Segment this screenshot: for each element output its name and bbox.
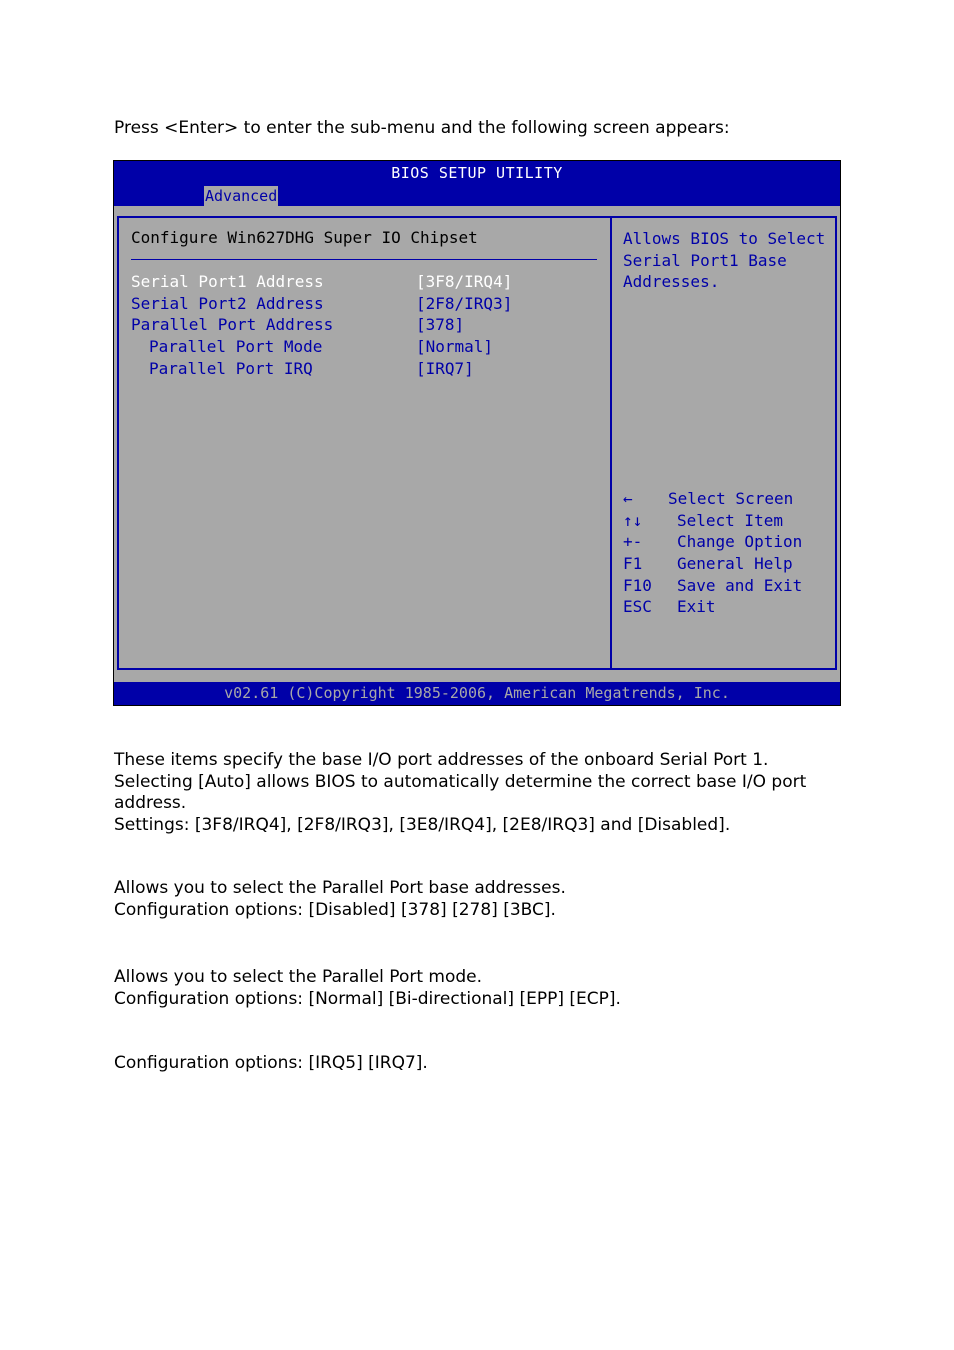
paragraph-line: These items specify the base I/O port addresses of the onboard Serial Port 1. xyxy=(114,750,769,770)
setting-value: [Normal] xyxy=(416,337,494,357)
key-desc: Select Screen xyxy=(668,489,794,508)
key-label: F10 xyxy=(623,575,652,595)
setting-value: [2F8/IRQ3] xyxy=(416,293,513,313)
setting-label: Serial Port1 Address xyxy=(131,272,324,291)
parallel-irq-description xyxy=(114,1053,428,1075)
bios-screenshot xyxy=(113,160,841,706)
key-label: ESC xyxy=(623,597,652,617)
key-label: F1 xyxy=(623,554,643,574)
bios-rule xyxy=(131,259,597,260)
bios-footer: v02.61 (C)Copyright 1985-2006, American Megatrends, Inc. xyxy=(114,682,840,705)
help-line: Addresses. xyxy=(623,272,720,292)
paragraph-line: Configuration options: [Normal] [Bi-directional] [EPP] [ECP]. xyxy=(114,988,621,1009)
setting-value: [3F8/IRQ4] xyxy=(416,272,513,291)
paragraph-line: Configuration options: [IRQ5] [IRQ7]. xyxy=(114,1053,428,1073)
parallel-mode-description xyxy=(114,967,621,1010)
bios-title: BIOS SETUP UTILITY xyxy=(114,161,840,185)
parallel-address-description xyxy=(114,878,566,921)
setting-label: Parallel Port IRQ xyxy=(149,358,313,378)
key-label: +- xyxy=(623,532,643,552)
setting-label: Parallel Port Address xyxy=(131,315,334,335)
key-desc: Exit xyxy=(677,597,716,617)
intro-text: Press <Enter> to enter the sub-menu and the following screen appears: xyxy=(114,118,730,138)
help-line: Serial Port1 Base xyxy=(623,250,787,270)
key-desc: Select Item xyxy=(677,510,783,530)
paragraph-line: address. xyxy=(114,793,187,813)
paragraph-line: Allows you to select the Parallel Port mode. xyxy=(114,967,483,987)
paragraph-line: Settings: [3F8/IRQ4], [2F8/IRQ3], [3E8/IRQ4], [2E8/IRQ3] and [Disabled]. xyxy=(114,814,731,835)
key-desc: General Help xyxy=(677,554,793,574)
serial-port-description xyxy=(114,750,806,836)
bios-heading: Configure Win627DHG Super IO Chipset xyxy=(131,228,478,247)
bios-menubar xyxy=(114,185,840,206)
setting-label: Serial Port2 Address xyxy=(131,293,324,313)
help-line: Allows BIOS to Select xyxy=(623,229,826,248)
bios-divider xyxy=(610,218,612,668)
paragraph-line: Configuration options: [Disabled] [378] [278] [3BC]. xyxy=(114,899,556,920)
left-arrow-icon: ← xyxy=(623,489,633,508)
bios-help-text xyxy=(623,228,825,293)
tab-advanced[interactable]: Advanced xyxy=(205,187,278,205)
paragraph-line: Selecting [Auto] allows BIOS to automatically determine the correct base I/O port xyxy=(114,771,807,792)
setting-label: Parallel Port Mode xyxy=(149,337,323,357)
key-desc: Save and Exit xyxy=(677,575,803,595)
bios-frame xyxy=(117,216,837,670)
key-desc: Change Option xyxy=(677,532,803,552)
setting-value: [IRQ7] xyxy=(416,358,474,378)
paragraph-line: Allows you to select the Parallel Port base addresses. xyxy=(114,878,566,898)
up-down-arrow-icon: ↑↓ xyxy=(623,510,643,530)
setting-value: [378] xyxy=(416,315,465,335)
